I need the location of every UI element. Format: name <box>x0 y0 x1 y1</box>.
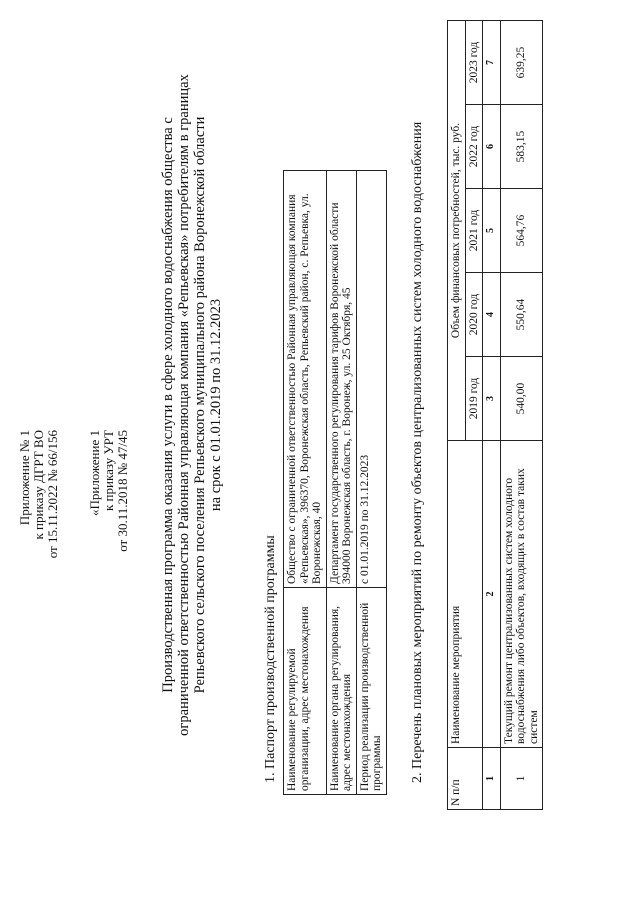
passport-key: Период реализации производственной программы <box>356 588 386 795</box>
passport-key: Наименование регулируемой организации, адрес местонахождения <box>284 588 327 795</box>
title-line3: Репьевского сельского поселения Репьевского муниципального района Воронежской области <box>192 116 208 694</box>
title-line1: Производственная программа оказания услуги в сфере холодного водоснабжения общества с <box>160 117 176 693</box>
appendix-1-line3: от 15.11.2022 № 66/156 <box>45 430 60 559</box>
passport-row <box>326 171 356 795</box>
header-num: N п/п <box>448 748 483 810</box>
year-cell: 2020 год <box>465 273 483 357</box>
measures-colnum-row <box>483 21 501 810</box>
year-cell: 2021 год <box>465 189 483 273</box>
colnum-cell: 3 <box>483 357 501 441</box>
header-name: Наименование мероприятия <box>448 441 483 748</box>
passport-key: Наименование органа регулирования, адрес местонахождения <box>326 588 356 795</box>
value-cell: 583,15 <box>500 105 543 189</box>
value-cell: 550,64 <box>500 273 543 357</box>
row-num: 1 <box>500 748 543 810</box>
value-cell: 564,76 <box>500 189 543 273</box>
measures-header-row <box>448 21 466 810</box>
colnum-cell: 6 <box>483 105 501 189</box>
passport-value: с 01.01.2019 по 31.12.2023 <box>356 171 386 588</box>
passport-table <box>283 170 387 795</box>
measures-table <box>447 20 543 810</box>
title-line4: на срок с 01.01.2019 по 31.12.2023 <box>208 298 224 512</box>
appendix-1-header <box>18 430 60 558</box>
appendix-1-line1: Приложение № 1 <box>17 430 32 526</box>
value-cell: 639,25 <box>500 21 543 105</box>
section2-heading: 2. Перечень плановых мероприятий по ремонту объектов централизованных систем холодного водоснабжения <box>410 121 425 783</box>
colnum-cell: 4 <box>483 273 501 357</box>
passport-row <box>356 171 386 795</box>
appendix-1-line2: к приказу ДГРТ ВО <box>31 430 46 540</box>
passport-value: Общество с ограниченной ответственностью Районная управляющая компания «Репьевская», 396370, Воронежская область, Репьевский район, с. Репьевка, ул. Воронежская, 40 <box>284 171 327 588</box>
row-name: Текущий ремонт централизованных систем холодного водоснабжения либо объектов, входящих в состав таких систем <box>500 441 543 748</box>
colnum-cell: 5 <box>483 189 501 273</box>
colnum-cell: 2 <box>483 441 501 748</box>
colnum-cell: 1 <box>483 748 501 810</box>
section1-heading: 1. Паспорт производственной программы <box>263 535 278 783</box>
appendix-2-line1: «Приложение 1 <box>87 430 102 517</box>
appendix-2-header <box>88 430 130 552</box>
title-line2: ограниченной ответственностью Районная управляющая компания «Репьевская» потребителям в границах <box>176 74 192 736</box>
passport-value: Департамент государственного регулирования тарифов Воронежской области 394000 Воронежская область, г. Воронеж, ул. 25 Октября, 45 <box>326 171 356 588</box>
document-title <box>160 55 224 755</box>
colnum-cell: 7 <box>483 21 501 105</box>
year-cell: 2023 год <box>465 21 483 105</box>
appendix-2-line3: от 30.11.2018 № 47/45 <box>115 430 130 552</box>
year-cell: 2019 год <box>465 357 483 441</box>
appendix-2-line2: к приказу УРТ <box>101 430 116 512</box>
measures-data-row <box>500 21 543 810</box>
value-cell: 540,00 <box>500 357 543 441</box>
header-volume: Объем финансовых потребностей, тыс. руб. <box>448 21 466 441</box>
passport-row <box>284 171 327 795</box>
year-cell: 2022 год <box>465 105 483 189</box>
